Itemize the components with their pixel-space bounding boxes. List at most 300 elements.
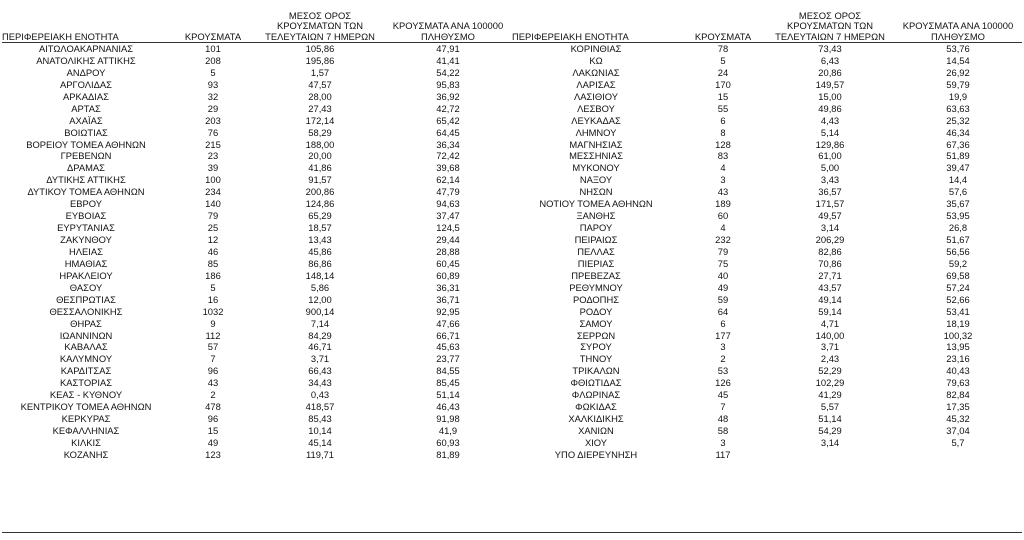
table-row	[512, 43, 1022, 55]
table-row	[512, 306, 1022, 318]
cell-per100k: 52,66	[946, 293, 970, 305]
cell-avg7: 5,14	[820, 126, 840, 138]
cell-avg7: 51,14	[818, 413, 842, 425]
table-row	[2, 377, 512, 389]
cell-avg7: 129,86	[815, 138, 845, 150]
cell-cases: 140	[205, 198, 221, 210]
header-per100k: ΚΡΟΥΣΜΑΤΑ ΑΝΑ 100000 ΠΛΗΘΥΣΜΟ	[384, 4, 512, 43]
cell-region: ΦΘΙΩΤΙΔΑΣ	[570, 377, 622, 389]
cell-region: ΡΟΔΟΥ	[579, 305, 613, 317]
table-row	[512, 449, 1022, 461]
cell-region: ΦΛΩΡΙΝΑΣ	[571, 389, 621, 401]
cell-region: ΠΙΕΡΙΑΣ	[577, 257, 615, 269]
cell-per100k: 14,54	[946, 54, 970, 66]
cell-cases: 4	[720, 222, 726, 234]
cell-region: ΜΥΚΟΝΟΥ	[572, 162, 620, 174]
table-row	[512, 270, 1022, 282]
cell-cases: 7	[210, 353, 216, 365]
cell-per100k: 92,95	[436, 305, 460, 317]
cell-per100k: 84,55	[436, 365, 460, 377]
cell-avg7: 27,43	[308, 102, 332, 114]
cell-region: ΤΡΙΚΑΛΩΝ	[572, 365, 620, 377]
table-row	[2, 282, 512, 294]
cell-per100k: 85,45	[436, 377, 460, 389]
cell-avg7: 61,00	[818, 150, 842, 162]
cell-region: ΜΕΣΣΗΝΙΑΣ	[569, 150, 623, 162]
cell-region: ΧΑΝΙΩΝ	[578, 425, 614, 437]
cell-region: ΣΑΜΟΥ	[579, 317, 613, 329]
table-row	[512, 162, 1022, 174]
cell-avg7: 86,86	[308, 257, 332, 269]
cell-cases: 5	[210, 66, 216, 78]
cell-cases: 45	[717, 389, 729, 401]
cell-avg7: 149,57	[815, 78, 845, 90]
table-row	[512, 103, 1022, 115]
cell-cases: 112	[205, 329, 221, 341]
table-row	[512, 186, 1022, 198]
cell-region: ΑΧΑΪΑΣ	[69, 114, 103, 126]
cell-per100k: 45,32	[946, 413, 970, 425]
cell-per100k: 57,6	[948, 186, 968, 198]
cell-region: ΛΑΚΩΝΙΑΣ	[572, 66, 620, 78]
cell-cases: 40	[717, 269, 729, 281]
cell-avg7: 172,14	[305, 114, 335, 126]
table-row	[2, 341, 512, 353]
cell-per100k: 18,19	[946, 317, 970, 329]
cell-cases: 76	[207, 126, 219, 138]
cell-per100k: 69,58	[946, 269, 970, 281]
cell-avg7: 49,57	[818, 210, 842, 222]
cell-per100k: 25,32	[946, 114, 970, 126]
cell-cases: 478	[205, 401, 221, 413]
cell-per100k: 36,92	[436, 90, 460, 102]
table-row	[512, 282, 1022, 294]
cell-region: ΚΕΦΑΛΛΗΝΙΑΣ	[52, 425, 120, 437]
cell-cases: 49	[717, 281, 729, 293]
cell-avg7: 47,57	[308, 78, 332, 90]
cell-avg7: 2,43	[820, 353, 840, 365]
table-row	[512, 198, 1022, 210]
cell-per100k: 57,24	[946, 281, 970, 293]
cell-region: ΠΕΙΡΑΙΩΣ	[574, 234, 618, 246]
cell-per100k: 51,89	[946, 150, 970, 162]
cell-cases: 15	[207, 425, 219, 437]
cell-region: ΑΡΤΑΣ	[71, 102, 101, 114]
cell-region: ΚΑΡΔΙΤΣΑΣ	[60, 365, 112, 377]
cell-cases: 57	[207, 341, 219, 353]
cell-per100k: 53,76	[946, 43, 970, 55]
cell-avg7: 73,43	[818, 43, 842, 55]
table-row	[512, 401, 1022, 413]
cell-cases: 189	[715, 198, 731, 210]
table-row	[2, 449, 512, 461]
cell-per100k: 14,4	[948, 174, 968, 186]
cell-region: ΝΟΤΙΟΥ ΤΟΜΕΑ ΑΘΗΝΩΝ	[539, 198, 653, 210]
cell-avg7: 91,57	[308, 174, 332, 186]
cell-region: ΔΥΤΙΚΟΥ ΤΟΜΕΑ ΑΘΗΝΩΝ	[27, 186, 145, 198]
cell-avg7: 124,86	[305, 198, 335, 210]
cell-cases: 43	[717, 186, 729, 198]
table-row	[512, 127, 1022, 139]
table-row	[2, 210, 512, 222]
cell-per100k: 91,98	[436, 413, 460, 425]
table-row	[2, 401, 512, 413]
cell-per100k: 26,8	[948, 222, 968, 234]
table-row	[512, 115, 1022, 127]
cell-per100k: 56,56	[946, 245, 970, 257]
cell-per100k: 79,63	[946, 377, 970, 389]
cell-avg7: 171,57	[815, 198, 845, 210]
cell-avg7	[766, 449, 894, 461]
cell-cases: 232	[715, 234, 731, 246]
cell-avg7: 45,86	[308, 245, 332, 257]
cell-avg7: 900,14	[305, 305, 335, 317]
cell-avg7: 1,57	[310, 66, 330, 78]
cell-cases: 15	[717, 90, 729, 102]
table-header-row	[2, 4, 512, 43]
table-row	[512, 365, 1022, 377]
cell-region: ΑΡΓΟΛΙΔΑΣ	[60, 78, 112, 90]
cell-per100k: 40,43	[946, 365, 970, 377]
cell-avg7: 3,71	[310, 353, 330, 365]
cell-cases: 186	[205, 269, 221, 281]
cell-per100k: 47,66	[436, 317, 460, 329]
cell-region: ΘΗΡΑΣ	[70, 317, 102, 329]
cell-cases: 46	[207, 245, 219, 257]
table-row	[512, 174, 1022, 186]
cell-cases: 170	[715, 78, 731, 90]
table-row	[2, 150, 512, 162]
cell-region: ΙΩΑΝΝΙΝΩΝ	[59, 329, 113, 341]
cell-cases: 25	[207, 222, 219, 234]
cell-avg7: 52,29	[818, 365, 842, 377]
table-row	[2, 79, 512, 91]
cell-avg7: 3,43	[820, 174, 840, 186]
cell-cases: 2	[210, 389, 216, 401]
cell-cases: 39	[207, 162, 219, 174]
cell-avg7: 54,29	[818, 425, 842, 437]
cell-cases: 60	[717, 210, 729, 222]
table-row	[512, 294, 1022, 306]
cell-per100k: 17,35	[946, 401, 970, 413]
cell-per100k: 59,2	[948, 257, 968, 269]
cell-cases: 85	[207, 257, 219, 269]
cell-avg7: 3,71	[820, 341, 840, 353]
table-row	[2, 43, 512, 55]
table-row	[512, 91, 1022, 103]
cell-avg7: 200,86	[305, 186, 335, 198]
cell-per100k: 47,79	[436, 186, 460, 198]
cell-region: ΛΗΜΝΟΥ	[575, 126, 617, 138]
table-row	[512, 234, 1022, 246]
cell-region: ΛΕΥΚΑΔΑΣ	[571, 114, 621, 126]
cell-cases: 83	[717, 150, 729, 162]
cell-avg7: 36,57	[818, 186, 842, 198]
cell-cases: 3	[720, 174, 726, 186]
table-body-right	[512, 43, 1022, 461]
table-row	[512, 222, 1022, 234]
cell-per100k: 60,45	[436, 257, 460, 269]
cell-cases: 2	[720, 353, 726, 365]
cell-per100k: 53,41	[946, 305, 970, 317]
cell-per100k: 42,72	[436, 102, 460, 114]
cell-per100k: 28,88	[436, 245, 460, 257]
cell-avg7: 7,14	[310, 317, 330, 329]
cell-avg7: 188,00	[305, 138, 335, 150]
cell-cases: 208	[205, 54, 221, 66]
cell-region: ΚΙΛΚΙΣ	[71, 436, 101, 448]
table-row	[2, 246, 512, 258]
table-row	[512, 67, 1022, 79]
cell-region: ΓΡΕΒΕΝΩΝ	[60, 150, 112, 162]
cell-per100k: 26,92	[946, 66, 970, 78]
cell-cases: 55	[717, 102, 729, 114]
cell-avg7: 105,86	[305, 43, 335, 55]
table-row	[2, 174, 512, 186]
cell-cases: 59	[717, 293, 729, 305]
cell-cases: 79	[717, 245, 729, 257]
cell-per100k: 23,16	[946, 353, 970, 365]
cell-avg7: 6,43	[820, 54, 840, 66]
cell-avg7: 49,86	[818, 102, 842, 114]
cell-region: ΚΟΡΙΝΘΙΑΣ	[570, 43, 622, 55]
table-row	[512, 437, 1022, 449]
cell-cases: 234	[205, 186, 221, 198]
cell-region: ΗΡΑΚΛΕΙΟΥ	[59, 269, 113, 281]
cell-cases: 24	[717, 66, 729, 78]
cell-cases: 177	[715, 329, 731, 341]
table-row	[512, 330, 1022, 342]
cell-per100k: 54,22	[436, 66, 460, 78]
cell-region: ΠΡΕΒΕΖΑΣ	[571, 269, 621, 281]
table-row	[512, 258, 1022, 270]
cell-per100k: 59,79	[946, 78, 970, 90]
cell-avg7: 43,57	[818, 281, 842, 293]
cell-avg7: 5,00	[820, 162, 840, 174]
cell-per100k: 45,63	[436, 341, 460, 353]
cell-avg7: 41,86	[308, 162, 332, 174]
cell-region: ΚΕΝΤΡΙΚΟΥ ΤΟΜΕΑ ΑΘΗΝΩΝ	[20, 401, 152, 413]
cell-avg7: 0,43	[310, 389, 330, 401]
table-row	[2, 115, 512, 127]
table-row	[512, 377, 1022, 389]
table-row	[512, 353, 1022, 365]
cell-cases: 3	[720, 436, 726, 448]
cell-cases: 78	[717, 43, 729, 55]
table-body-left	[2, 43, 512, 461]
table-row	[2, 222, 512, 234]
cell-avg7: 140,00	[815, 329, 845, 341]
cell-cases: 43	[207, 377, 219, 389]
cell-region: ΖΑΚΥΝΘΟΥ	[60, 234, 112, 246]
cell-avg7: 20,00	[308, 150, 332, 162]
cell-avg7: 148,14	[305, 269, 335, 281]
cell-avg7: 34,43	[308, 377, 332, 389]
cell-per100k: 72,42	[436, 150, 460, 162]
cell-avg7: 4,43	[820, 114, 840, 126]
cell-region: ΑΝΑΤΟΛΙΚΗΣ ΑΤΤΙΚΗΣ	[36, 54, 136, 66]
cell-per100k: 36,31	[436, 281, 460, 293]
cell-per100k: 53,95	[946, 210, 970, 222]
cell-cases: 64	[717, 305, 729, 317]
table-row	[2, 425, 512, 437]
table-row	[512, 389, 1022, 401]
cell-region: ΗΜΑΘΙΑΣ	[64, 257, 108, 269]
table-row	[2, 318, 512, 330]
cell-region: ΒΟΡΕΙΟΥ ΤΟΜΕΑ ΑΘΗΝΩΝ	[26, 138, 146, 150]
cell-cases: 4	[720, 162, 726, 174]
table-row	[2, 365, 512, 377]
cell-per100k: 82,84	[946, 389, 970, 401]
cell-per100k: 46,43	[436, 401, 460, 413]
cell-avg7: 3,14	[820, 436, 840, 448]
table-row	[2, 389, 512, 401]
cell-region: ΝΗΣΩΝ	[579, 186, 613, 198]
table-row	[512, 150, 1022, 162]
cell-avg7: 10,14	[308, 425, 332, 437]
table-row	[2, 353, 512, 365]
cell-per100k: 95,83	[436, 78, 460, 90]
cell-region: ΣΕΡΡΩΝ	[576, 329, 616, 341]
cell-avg7: 206,29	[815, 234, 845, 246]
cell-avg7: 418,57	[305, 401, 335, 413]
cell-per100k: 23,77	[436, 353, 460, 365]
cell-per100k: 67,36	[946, 138, 970, 150]
cases-table-right	[512, 4, 1022, 461]
cell-cases: 3	[720, 341, 726, 353]
table-row	[2, 67, 512, 79]
cell-region: ΕΒΡΟΥ	[69, 198, 102, 210]
cell-cases: 32	[207, 90, 219, 102]
cell-cases: 203	[205, 114, 221, 126]
cell-cases: 58	[717, 425, 729, 437]
cell-per100k: 65,42	[436, 114, 460, 126]
table-row	[2, 198, 512, 210]
cell-region: ΠΕΛΛΑΣ	[577, 245, 615, 257]
table-row	[512, 341, 1022, 353]
cell-region: ΛΑΡΙΣΑΣ	[576, 78, 616, 90]
cell-region: ΗΛΕΙΑΣ	[69, 245, 103, 257]
cell-avg7: 20,86	[818, 66, 842, 78]
cell-avg7: 45,14	[308, 436, 332, 448]
cell-region: ΘΑΣΟΥ	[69, 281, 103, 293]
cell-cases: 215	[205, 138, 221, 150]
cell-region: ΑΡΚΑΔΙΑΣ	[63, 90, 109, 102]
cell-per100k: 36,34	[436, 138, 460, 150]
cell-per100k: 81,89	[436, 448, 460, 460]
cell-region: ΣΥΡΟΥ	[580, 341, 612, 353]
cell-avg7: 85,43	[308, 413, 332, 425]
cell-region: ΕΥΒΟΙΑΣ	[65, 210, 107, 222]
cell-region: ΤΗΝΟΥ	[579, 353, 613, 365]
cell-cases: 1032	[202, 305, 224, 317]
cell-avg7: 58,29	[308, 126, 332, 138]
cell-avg7: 84,29	[308, 329, 332, 341]
cell-region: ΧΑΛΚΙΔΙΚΗΣ	[568, 413, 624, 425]
cell-per100k: 5,7	[951, 436, 965, 448]
table-row	[2, 55, 512, 67]
header-cases: ΚΡΟΥΣΜΑΤΑ	[170, 4, 256, 43]
cell-cases: 96	[207, 413, 219, 425]
cell-region: ΛΕΣΒΟΥ	[577, 102, 615, 114]
table-row	[2, 234, 512, 246]
cell-avg7: 13,43	[308, 234, 332, 246]
cell-avg7: 82,86	[818, 245, 842, 257]
cell-region: ΕΥΡΥΤΑΝΙΑΣ	[57, 222, 115, 234]
cell-avg7: 3,14	[820, 222, 840, 234]
cell-per100k: 39,47	[946, 162, 970, 174]
cell-avg7: 65,29	[308, 210, 332, 222]
table-row	[512, 425, 1022, 437]
header-region: ΠΕΡΙΦΕΡΕΙΑΚΗ ΕΝΟΤΗΤΑ	[512, 4, 680, 43]
cell-region: ΛΑΣΙΘΙΟΥ	[573, 90, 619, 102]
cell-region: ΦΩΚΙΔΑΣ	[575, 401, 617, 413]
table-row	[2, 258, 512, 270]
table-row	[512, 210, 1022, 222]
cell-avg7: 66,43	[308, 365, 332, 377]
header-avg7: ΜΕΣΟΣ ΟΡΟΣ ΚΡΟΥΣΜΑΤΩΝ ΤΩΝ ΤΕΛΕΥΤΑΙΩΝ 7 ΗΜΕΡΩΝ	[766, 4, 894, 43]
cell-region: ΜΑΓΝΗΣΙΑΣ	[569, 138, 623, 150]
cell-per100k: 19,9	[948, 90, 968, 102]
cell-per100k: 63,63	[946, 102, 970, 114]
table-row	[2, 162, 512, 174]
cell-avg7: 70,86	[818, 257, 842, 269]
cell-per100k: 62,14	[436, 174, 460, 186]
cell-avg7: 59,14	[818, 305, 842, 317]
bottom-rule	[2, 532, 1022, 533]
cell-per100k	[894, 449, 1022, 461]
cell-avg7: 49,14	[818, 293, 842, 305]
cell-per100k: 41,9	[438, 425, 458, 437]
cell-per100k: 47,91	[436, 43, 460, 55]
cell-cases: 93	[207, 78, 219, 90]
table-row	[512, 318, 1022, 330]
cell-avg7: 27,71	[818, 269, 842, 281]
cell-per100k: 60,93	[436, 436, 460, 448]
cell-region: ΚΟΖΑΝΗΣ	[63, 448, 109, 460]
cell-cases: 16	[207, 293, 219, 305]
cell-cases: 49	[207, 436, 219, 448]
cell-per100k: 124,5	[436, 222, 460, 234]
cell-cases: 9	[210, 317, 216, 329]
table-row	[2, 270, 512, 282]
cell-cases: 53	[717, 365, 729, 377]
cell-region: ΚΩ	[589, 54, 603, 66]
cell-cases: 7	[720, 401, 726, 413]
cell-region: ΔΥΤΙΚΗΣ ΑΤΤΙΚΗΣ	[46, 174, 126, 186]
cell-per100k: 37,47	[436, 210, 460, 222]
table-row	[2, 91, 512, 103]
cell-per100k: 29,44	[436, 234, 460, 246]
cell-avg7: 46,71	[308, 341, 332, 353]
header-per100k: ΚΡΟΥΣΜΑΤΑ ΑΝΑ 100000 ΠΛΗΘΥΣΜΟ	[894, 4, 1022, 43]
cell-avg7: 5,86	[310, 281, 330, 293]
cell-region: ΘΕΣΠΡΩΤΙΑΣ	[56, 293, 116, 305]
cell-per100k: 94,63	[436, 198, 460, 210]
header-avg7: ΜΕΣΟΣ ΟΡΟΣ ΚΡΟΥΣΜΑΤΩΝ ΤΩΝ ΤΕΛΕΥΤΑΙΩΝ 7 ΗΜΕΡΩΝ	[256, 4, 384, 43]
cell-region: ΚΕΡΚΥΡΑΣ	[61, 413, 111, 425]
cell-per100k: 41,41	[436, 54, 460, 66]
cell-avg7: 18,57	[308, 222, 332, 234]
cell-region: ΚΑΣΤΟΡΙΑΣ	[59, 377, 113, 389]
table-row	[512, 139, 1022, 151]
cell-region: ΚΑΒΑΛΑΣ	[64, 341, 108, 353]
table-row	[2, 139, 512, 151]
table-row	[2, 437, 512, 449]
cell-cases: 117	[715, 448, 731, 460]
cell-region: ΔΡΑΜΑΣ	[67, 162, 105, 174]
cell-avg7: 41,29	[818, 389, 842, 401]
